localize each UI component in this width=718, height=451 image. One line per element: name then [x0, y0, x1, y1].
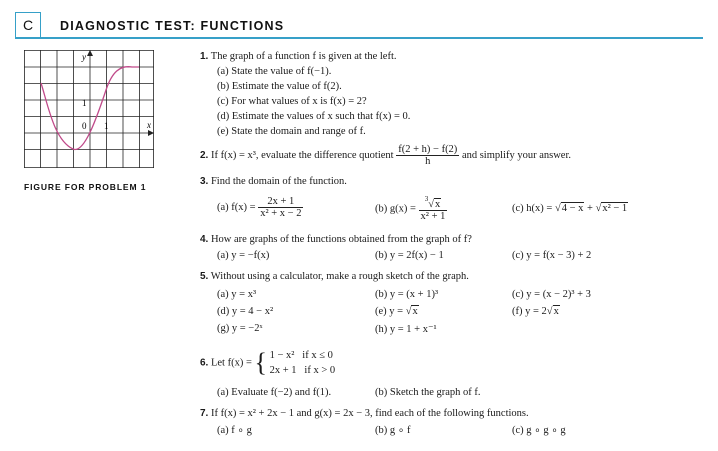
equation-prefix: (e) y = — [375, 306, 404, 317]
radicand: x — [434, 199, 441, 210]
problem-1e: (e) State the domain and range of f. — [217, 126, 366, 137]
graph-grid — [24, 50, 154, 168]
function-prefix: (b) g(x) = — [375, 203, 416, 215]
problem-1b: (b) Estimate the value of f(2). — [217, 81, 342, 92]
problem-stem: If f(x) = x² + 2x − 1 and g(x) = 2x − 3, find each of the following functions. — [210, 408, 529, 419]
problem-number: 5. — [200, 271, 209, 282]
problem-2 — [200, 144, 571, 167]
piecewise-case-1: 1 − x² if x ≤ 0 — [269, 350, 333, 361]
problem-stem: Without using a calculator, make a rough sketch of the graph. — [210, 271, 469, 282]
problem-5b: (b) y = (x + 1)³ — [375, 289, 439, 300]
problem-4b: (b) y = 2f(x) − 1 — [375, 250, 444, 261]
difference-quotient — [396, 144, 459, 167]
x-axis-label: x — [147, 120, 151, 130]
problem-7c: (c) g ∘ g ∘ g — [512, 425, 566, 436]
problem-number: 6. — [200, 357, 209, 369]
section-letter-box — [15, 12, 41, 38]
quotient-numerator: f(2 + h) − f(2) — [398, 144, 458, 155]
problem-4c: (c) y = f(x − 3) + 2 — [512, 250, 592, 261]
problem-5d: (d) y = 4 − x² — [217, 306, 274, 317]
figure-caption: FIGURE FOR PROBLEM 1 — [24, 182, 147, 192]
problem-3c: (c) h(x) = √4 − x + √x² − 1 — [512, 203, 628, 214]
problem-lead: If f(x) = x³, evaluate the difference quotient — [210, 149, 394, 161]
y-tick-label-1: 1 — [82, 98, 87, 108]
fraction-numerator: 2x + 1 — [258, 196, 303, 208]
problem-1d: (d) Estimate the values of x such that f(x) = 0. — [217, 111, 411, 122]
radicand: x — [412, 306, 418, 317]
problem-5a: (a) y = x³ — [217, 289, 257, 300]
problem-tail: and simplify your answer. — [461, 149, 572, 161]
problem-6 — [200, 348, 335, 378]
y-axis-arrow — [87, 50, 93, 56]
problem-number: 2. — [200, 149, 209, 161]
header-divider — [15, 37, 703, 39]
problem-lead: Let f(x) = — [210, 357, 252, 369]
problem-7 — [200, 408, 529, 419]
piecewise-case-2: 2x + 1 if x > 0 — [269, 365, 336, 377]
fraction-denominator: x² + x − 2 — [260, 208, 302, 220]
problem-1c: (c) For what values of x is f(x) = 2? — [217, 96, 367, 107]
problem-6a: (a) Evaluate f(−2) and f(1). — [217, 387, 332, 398]
piecewise-cases — [270, 348, 336, 378]
fraction — [258, 196, 303, 219]
page-title: DIAGNOSTIC TEST: FUNCTIONS — [60, 19, 285, 33]
problem-5c: (c) y = (x − 2)³ + 3 — [512, 289, 591, 300]
problem-stem: The graph of a function f is given at the left. — [210, 51, 397, 62]
problem-5 — [200, 271, 469, 282]
problem-5e: (e) y = √x — [375, 306, 418, 317]
problem-7b: (b) g ∘ f — [375, 425, 411, 436]
equation-prefix: (f) y = 2 — [512, 306, 547, 317]
radicand: x — [553, 306, 559, 317]
problem-6b: (b) Sketch the graph of f. — [375, 387, 481, 398]
function-prefix: (c) h(x) = — [512, 203, 553, 214]
function-prefix: (a) f(x) = — [217, 201, 256, 213]
problem-3 — [200, 176, 347, 187]
piecewise-brace: { — [254, 348, 267, 378]
problem-number: 1. — [200, 51, 209, 62]
problem-4a: (a) y = −f(x) — [217, 250, 270, 261]
problem-5f: (f) y = 2√x — [512, 306, 559, 317]
fraction-numerator: $^3$√x — [419, 196, 448, 211]
problem-5g: (g) y = −2ˣ — [217, 323, 263, 334]
problem-stem: Find the domain of the function. — [210, 176, 347, 187]
problem-5h: (h) y = 1 + x⁻¹ — [375, 324, 437, 335]
radicand: 4 − x — [561, 203, 584, 214]
origin-label: 0 — [82, 121, 87, 131]
problem-1a: (a) State the value of f(−1). — [217, 66, 332, 77]
problem-7a: (a) f ∘ g — [217, 425, 252, 436]
x-tick-label-1: 1 — [104, 121, 109, 131]
fraction-denominator: x² + 1 — [420, 211, 446, 223]
problem-4 — [200, 234, 472, 245]
problem-number: 4. — [200, 234, 209, 245]
problem-3b — [375, 196, 447, 222]
problem-number: 3. — [200, 176, 209, 187]
problem-stem: How are graphs of the functions obtained from the graph of f? — [210, 234, 472, 245]
fraction — [419, 196, 448, 222]
problem-1 — [200, 51, 397, 62]
plus-sign: + — [587, 203, 593, 214]
quotient-denominator: h — [425, 156, 431, 168]
y-axis-label: y — [82, 52, 86, 62]
problem-3a — [217, 196, 303, 219]
function-graph-figure — [24, 50, 154, 168]
problem-number: 7. — [200, 408, 209, 419]
radicand: x² − 1 — [602, 203, 628, 214]
section-letter: C — [22, 17, 34, 33]
